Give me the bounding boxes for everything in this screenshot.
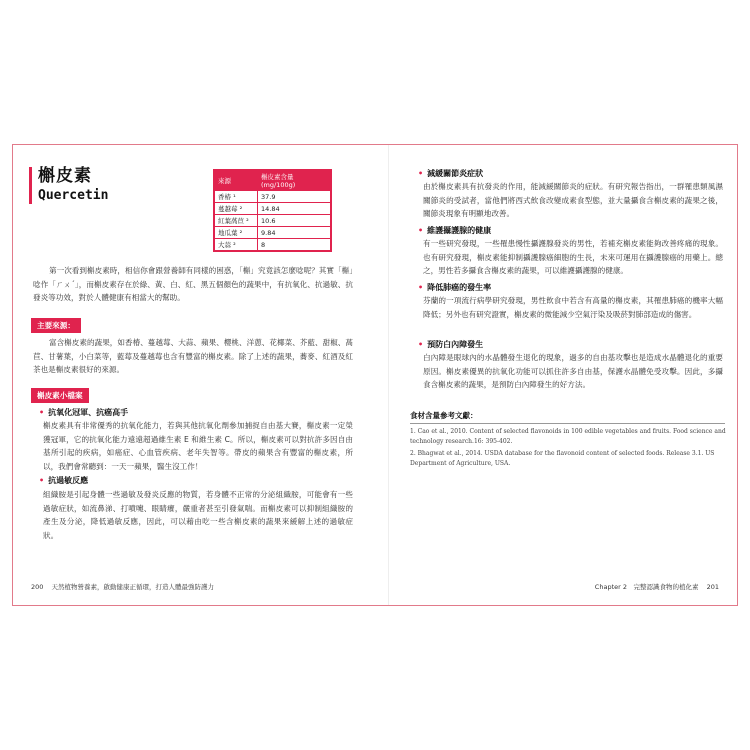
table-row [214, 191, 331, 203]
item4-paragraph: 有一些研究發現，一些罹患慢性攝護腺發炎的男性，若補充槲皮素能夠改善疼痛的現象。也有研究發現，槲皮素能抑制攝護腺癌細胞的生長，未來可運用在攝護腺癌的用藥上。總之，男性若多攝食含槲皮素的蔬果，可以維護攝護腺的健康。 [423, 239, 723, 276]
bullet-icon: • [418, 226, 424, 235]
item5-heading [418, 282, 491, 293]
bullet-icon: • [418, 169, 424, 178]
item1-title: 抗氧化冠軍、抗癌高手 [48, 408, 129, 417]
table-cell: 9.84 [258, 227, 332, 239]
table-cell: 37.9 [258, 191, 332, 203]
source-paragraph: 富含槲皮素的蔬果，如香椿、蔓越莓、大蒜、蘋果、櫻桃、洋蔥、花椰菜、芥藍、甜椒、萵苣、甘薯葉，小白菜等，藍莓及蔓越莓也含有豐富的槲皮素。除了上述的蔬果，蕎麥、紅酒及紅茶也是槲皮素很好的來源。 [33, 338, 353, 375]
source-label: 主要來源： [31, 318, 81, 333]
page-subtitle: Quercetin [38, 188, 109, 203]
title-block [29, 167, 108, 204]
table-row [214, 227, 331, 239]
item3-heading [418, 168, 483, 179]
bullet-icon: • [39, 476, 45, 485]
book-spread [12, 144, 738, 606]
left-footer [31, 582, 214, 591]
reference-item: 1. Cao et al., 2010. Content of selected flavonoids in 100 edible vegetables and fruits. Food science and technology research.16: 395-402. [410, 428, 726, 445]
item6-title: 預防白內障發生 [427, 340, 484, 349]
page-number: 200 [31, 583, 44, 591]
references-divider [410, 423, 725, 424]
item1-paragraph: 槲皮素具有非常優秀的抗氧化能力，若與其他抗氧化劑參加捕捉自由基大賽，槲皮素一定榮獲冠軍，它的抗氧化能力遠遠超過維生素 E 和維生素 C。所以，槲皮素可以對抗許多因自由基所引起的疾病，如癌症、心血管疾病、老年失智等。帶皮的蘋果含有豐富的槲皮素，所以，我們會常聽到：一天一蘋果，醫生沒工作！ [43, 421, 353, 471]
item5-paragraph: 芬蘭的一項流行病學研究發現，男性飲食中若含有高量的槲皮素，其罹患肺癌的機率大幅降低；另外也有研究證實，槲皮素的微能減少空氣汙染及吸菸對肺部造成的傷害。 [423, 296, 723, 319]
item6-paragraph: 白內障是眼球內的水晶體發生退化的現象，過多的自由基攻擊也是造成水晶體退化的重要原因。槲皮素優異的抗氧化功能可以抓住許多自由基，保護水晶體免受攻擊。因此，多攝食含槲皮素的蔬果，是預防白內障發生的好方法。 [423, 353, 723, 390]
table-header-cell: 槲皮素含量 (mg/100g) [258, 170, 332, 191]
item6-heading [418, 339, 483, 350]
right-footer [595, 582, 719, 591]
references-title: 食材含量參考文獻： [410, 411, 478, 420]
page-title: 槲皮素 [38, 166, 92, 186]
table-header-cell: 來源 [214, 170, 258, 191]
table-cell: 10.6 [258, 215, 332, 227]
item4-heading [418, 225, 491, 236]
table-cell: 大蒜 ² [214, 239, 258, 252]
table-row [214, 239, 331, 252]
table-cell: 蔓越莓 ² [214, 203, 258, 215]
bullet-icon: • [418, 340, 424, 349]
table-cell: 14.84 [258, 203, 332, 215]
intro-paragraph: 第一次看到槲皮素時，相信你會跟營養師有同樣的困惑，「槲」究竟該怎麼唸呢？其實「槲」唸作「ㄏㄨˊ」，而槲皮素存在於綠、黃、白、紅、黑五個顏色的蔬果中，有抗氧化、抗過敏、抗發炎等功效，對於人體健康有相當大的幫助。 [33, 266, 353, 303]
item3-paragraph: 由於槲皮素具有抗發炎的作用，能減緩關節炎的症狀。有研究報告指出，一群罹患類風濕關節炎的受試者，當他們將西式飲食改變成素食型態，並大量攝食含槲皮素的蔬果之後，關節炎現象有明顯地改善。 [423, 182, 723, 219]
page-number: 201 [706, 583, 719, 591]
book-title: 天然植物營養素，啟動健康正循環，打造人體最強防護力 [51, 583, 214, 591]
table-row [214, 215, 331, 227]
page-spine [388, 145, 389, 605]
table-header-row [214, 170, 331, 191]
chapter-title: Chapter 2 完整認識食物的植化素 [594, 583, 699, 591]
item2-heading [39, 475, 88, 486]
item3-title: 減緩關節炎症狀 [427, 169, 484, 178]
table-cell: 香椿 ¹ [214, 191, 258, 203]
fact-box-label: 槲皮素小檔案 [31, 388, 89, 403]
bullet-icon: • [39, 408, 45, 417]
table-cell: 地瓜葉 ² [214, 227, 258, 239]
content-table [213, 169, 332, 252]
bullet-icon: • [418, 283, 424, 292]
table-row [214, 203, 331, 215]
table-cell: 紅葉萵苣 ² [214, 215, 258, 227]
item4-title: 維護攝護腺的健康 [427, 226, 492, 235]
item2-title: 抗過敏反應 [48, 476, 89, 485]
reference-item: 2. Bhagwat et al., 2014. USDA database for the flavonoid content of selected foods. Release 3.1. US Department of Agriculture, USA. [410, 450, 715, 467]
item5-title: 降低肺癌的發生率 [427, 283, 492, 292]
table-cell: 8 [258, 239, 332, 252]
item1-heading [39, 407, 128, 418]
item2-paragraph: 組織胺是引起身體一些過敏及發炎反應的物質，若身體不正常的分泌組織胺，可能會有一些過敏症狀，如流鼻涕、打噴嚏、眼睛癢，嚴重者甚至引發氣喘。而槲皮素可以抑制組織胺的產生及分泌，降低過敏反應，因此，可以藉由吃一些含槲皮素的蔬果來緩解上述的過敏症狀。 [43, 490, 353, 540]
